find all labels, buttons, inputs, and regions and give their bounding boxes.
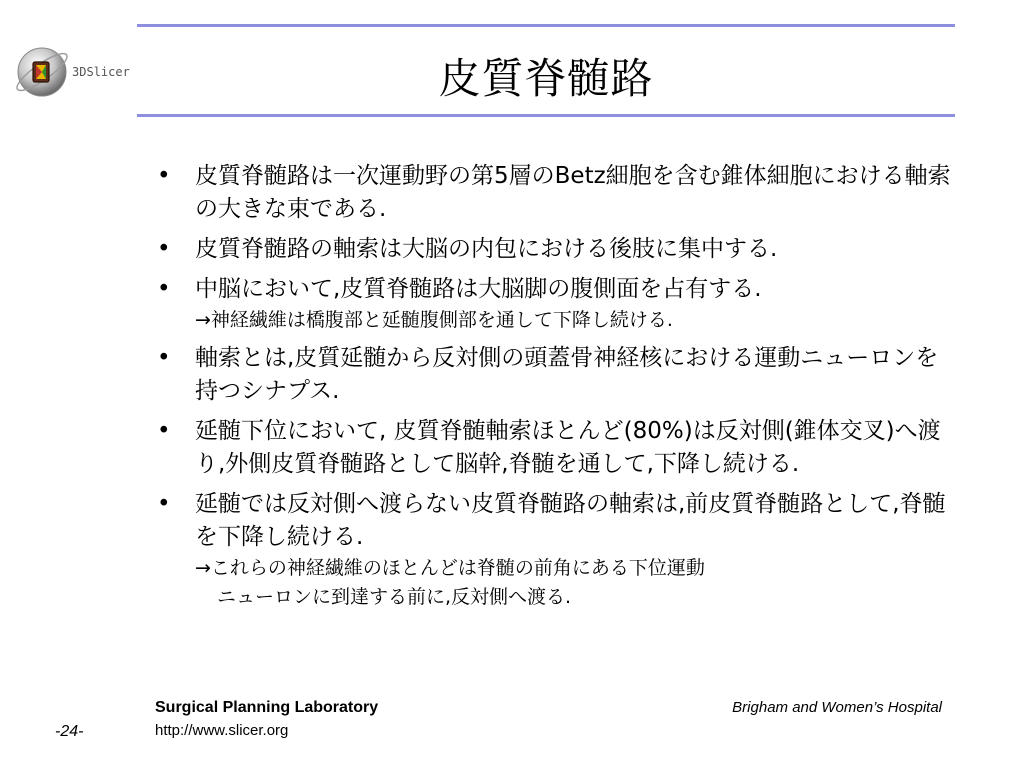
bullet-subnote: ニューロンに到達する前に,反対側へ渡る.: [217, 586, 572, 608]
page-number: -24-: [55, 723, 84, 740]
bullet-text: 皮質脊髄路の軸索は大脳の内包における後肢に集中する.: [195, 236, 778, 262]
bullet-text: 軸索とは,皮質延髄から反対側の頭蓋骨神経核における運動ニューロンを持つシナプス.: [195, 345, 939, 404]
bullet-text: 延髄では反対側へ渡らない皮質脊髄路の軸索は,前皮質脊髄路として,脊髄を下降し続ける.: [195, 491, 946, 550]
footer-url: http://www.slicer.org: [155, 722, 289, 739]
bullet-list: [155, 160, 955, 619]
bullet-item: [155, 233, 955, 266]
bullet-marker: •: [157, 163, 171, 189]
bullet-subnote: →神経繊維は橋腹部と延髄腹側部を通して下降し続ける.: [195, 309, 673, 331]
bullet-item: [155, 488, 955, 612]
bullet-marker: •: [157, 236, 171, 262]
logo-text: 3DSlicer: [72, 65, 130, 79]
footer-hospital: Brigham and Women’s Hospital: [732, 699, 942, 716]
footer-lab-name: Surgical Planning Laboratory: [155, 699, 379, 716]
bullet-item: [155, 342, 955, 408]
bullet-subnote: →これらの神経繊維のほとんどは脊髄の前角にある下位運動: [195, 557, 705, 579]
bullet-text: 皮質脊髄路は一次運動野の第5層のBetz細胞を含む錐体細胞における軸索の大きな束である.: [195, 163, 951, 222]
bullet-item: [155, 160, 955, 226]
top-rule: [137, 24, 955, 27]
title-underline: [137, 114, 955, 117]
bullet-marker: •: [157, 276, 171, 302]
bullet-item: [155, 415, 955, 481]
bullet-item: [155, 273, 955, 335]
bullet-marker: •: [157, 418, 171, 444]
bullet-marker: •: [157, 345, 171, 371]
bullet-text: 中脳において,皮質脊髄路は大脳脚の腹側面を占有する.: [195, 276, 762, 302]
slide-title: 皮質脊髄路: [438, 54, 654, 103]
bullet-marker: •: [157, 491, 171, 517]
bullet-text: 延髄下位において, 皮質脊髄軸索ほとんど(80%)は反対側(錐体交叉)へ渡り,外側皮質脊髄路として脳幹,脊髄を通して,下降し続ける.: [195, 418, 941, 477]
3dslicer-logo: [6, 38, 138, 106]
